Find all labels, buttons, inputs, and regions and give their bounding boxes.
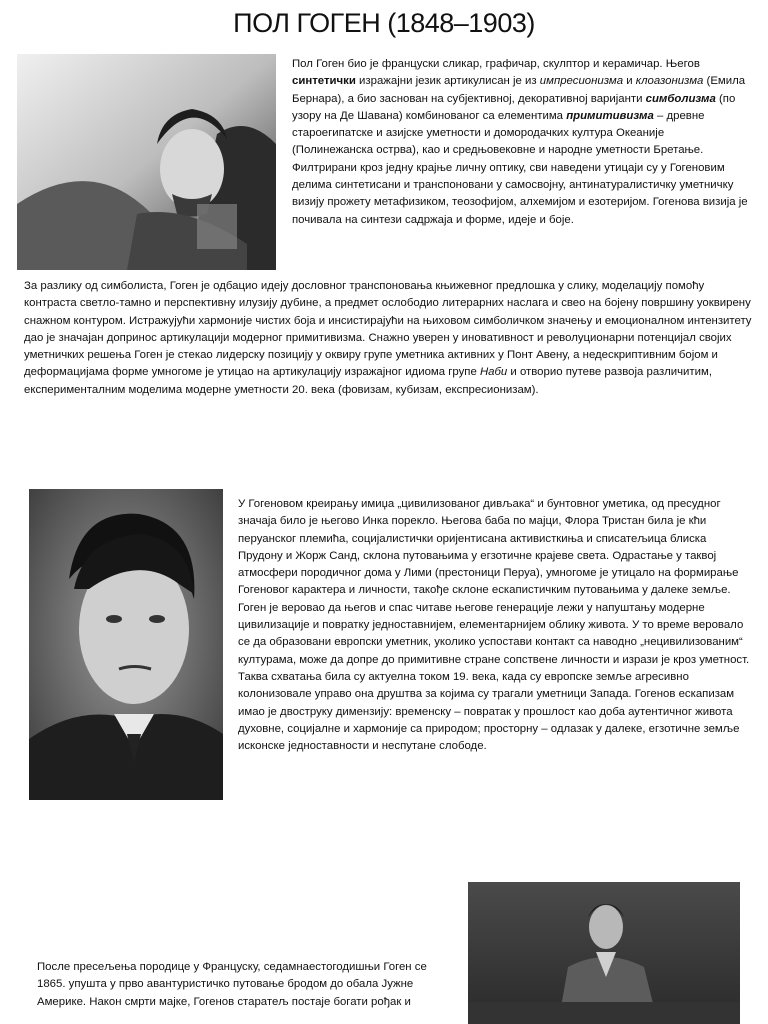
symbolism-paragraph: [24, 278, 760, 399]
text-run-bold: синтетички: [292, 75, 356, 88]
text-run: Пол Гоген био је француски сликар, графичар, скулптор и керамичар. Његов: [292, 58, 700, 70]
text-run: – древне староегипатске и азијске уметности и домородачких култура Океаније (Полинежанска острва), као и средњовековне и народне уметности Бретање. Филтрирани кроз једну крајње личну оптику, сви наведени утицаји су у Гогеновим делима синтетисани и транспоновани у самосвојну, антинатуралистичку уметничку визију прожету метафизиком, теозофијом, алхемијом и езотеријом. Гогенова визија је почивала на синтези садржаја и форме, идеје и боје.: [292, 109, 748, 226]
page-title: ПОЛ ГОГЕН (1848–1903): [233, 8, 535, 38]
text-run: За разлику од симболиста, Гоген је одбацио идеју дословног транспоновања књижевног предлошка у слику, моделацију помоћу контраста светло-тамно и перспективну илузију дубине, а предмет ослободио литерарних наслага и свео на бојену површину уоквирену снажном контуром. Истражујући хармоније чистих боја и инсистирајући на њиховом симболичком значењу и емоционалном интензитету дао је значајан допринос артикулацији модерног примитивизма. Снажно уверен у иновативност и револуционарни потенцијал својих уметничких решења Гоген је стекао лидерску позицију у оквиру групе уметника активних у Понт Авену, а недескриптивним бојом и деформацијама форме умногоме је утицао на артикулацију изражајног идиома групе: [24, 280, 752, 379]
text-run-italic: клоазонизма: [635, 75, 704, 88]
emigration-paragraph: После пресељења породице у Француску, седамнаестогодишњи Гоген се 1865. упушта у прво авантуристичко путовање бродом до обала Јужне Америке. Након смрти мајке, Гогенов старатељ постаје богати рођак и: [37, 961, 427, 1008]
text-run-bold-italic: примитивизма: [566, 109, 654, 122]
intro-paragraph: [292, 56, 748, 229]
inca-origin-paragraph: У Гогеновом креирању имиџа „цивилизованог дивљака“ и бунтовног уметика, од пресудног значаја било је његово Инка порекло. Његова баба по мајци, Флора Тристан била је кћи перуанског племића, социјалистички оријентисана активисткиња и списатељица блиска Прудону и Жорж Санд, склона путовањима у егзотичне крајеве света. Одрастање у таквој атмосфери породичног дома у Лими (престоници Перуа), умногоме је утицало на формирање Гогеновог карактера и личности, такође склоне ескапистичким путовањима у далеке земље. Гоген је веровао да његов и спас читаве његове генерације лежи у напуштању модерне цивилизације и повратку једноставнијем, елементарнијем облику живота. У то време веровало се да образовани европски уметник, уколико успостави контакт са наводно „нецивилизованим“ културама, може да допре до примитивне стране сопствене личности и изрази је кроз уметност. Таква схватања била су актуелна током 19. века, када су европске земље агресивно колонизовале управо она друштва за којима су трагали уметници Запада. Гогенов ескапизам имао је двоструку димензију: временску – повратак у прошлост као доба аутентичног живота духовне, социјалне и хармоније са природом; просторну – одлазак у далеке, егзотичне земље исконске једноставности и неспутане слободе.: [238, 498, 750, 753]
portrait-photo-young: [29, 489, 223, 800]
text-run: (Емила Бернара), а био заснован на субјективној, декоративној варијанти: [292, 75, 746, 105]
portrait-photo-reclining: [17, 54, 276, 270]
text-run-bold-italic: симболизма: [645, 92, 716, 105]
portrait-photo-seated: [468, 882, 740, 1024]
text-run: и отворио путеве развоја различитим, експерименталним моделима модерне уметности 20. века (фовизам, кубизам, експресионизам).: [24, 366, 712, 396]
text-run: и: [623, 75, 636, 88]
text-run-italic: импресионизма: [539, 75, 624, 88]
text-run-italic: Наби: [479, 366, 508, 379]
text-run: изражајни језик артикулисан је из: [355, 75, 540, 88]
text-run: (по узору на Де Шавана) комбинованог са елементима: [292, 92, 736, 122]
